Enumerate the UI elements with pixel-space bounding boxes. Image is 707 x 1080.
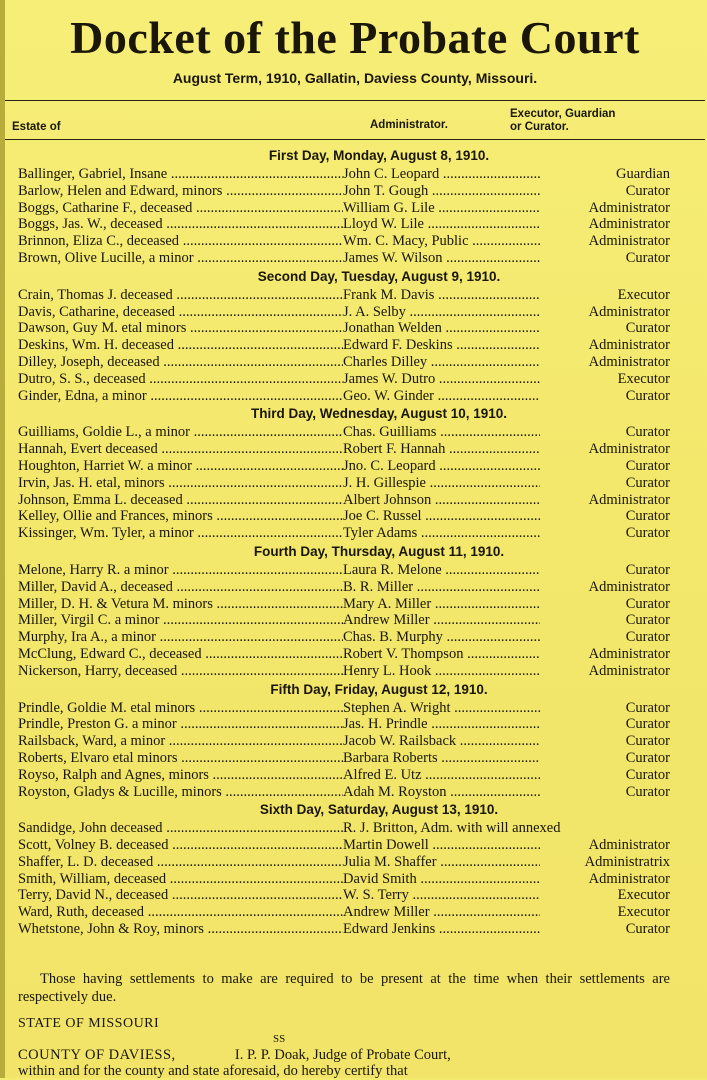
docket-row bbox=[18, 663, 670, 680]
docket-row bbox=[18, 733, 670, 750]
top-rule bbox=[5, 100, 705, 101]
docket-row bbox=[18, 904, 670, 921]
docket-row bbox=[18, 492, 670, 509]
role-title: Executor bbox=[617, 286, 670, 303]
role-title: Curator bbox=[625, 508, 670, 525]
column-header-executor-line2: or Curator. bbox=[510, 121, 569, 133]
docket-row bbox=[18, 200, 670, 217]
docket-row bbox=[18, 837, 670, 854]
estate-name: Kissinger, Wm. Tyler, a minor ..... bbox=[18, 525, 343, 542]
estate-name: Railsback, Ward, a minor ..... bbox=[18, 733, 343, 750]
role-title: Administrator bbox=[588, 578, 670, 595]
docket-row bbox=[18, 629, 670, 646]
estate-name: Melone, Harry R. a minor ..... bbox=[18, 562, 343, 579]
administrator-name: Adah M. Royston ..... bbox=[343, 784, 540, 801]
column-header-estate: Estate of bbox=[12, 121, 61, 133]
ss-mark: SS bbox=[273, 1033, 286, 1045]
docket-row bbox=[18, 612, 670, 629]
role-title: Executor bbox=[617, 370, 670, 387]
administrator-name: Henry L. Hook ..... bbox=[343, 663, 540, 680]
administrator-name: Geo. W. Ginder ..... bbox=[343, 388, 540, 405]
role-title: Curator bbox=[625, 749, 670, 766]
docket-row bbox=[18, 525, 670, 542]
estate-name: McClung, Edward C., deceased ..... bbox=[18, 646, 343, 663]
estate-name: Roberts, Elvaro etal minors ..... bbox=[18, 750, 343, 767]
administrator-name: Tyler Adams ..... bbox=[343, 525, 540, 542]
administrator-name: Barbara Roberts ..... bbox=[343, 750, 540, 767]
docket-row bbox=[18, 871, 670, 888]
column-header-administrator: Administrator. bbox=[370, 119, 448, 131]
docket-row bbox=[18, 320, 670, 337]
estate-name: Dutro, S. S., deceased ..... bbox=[18, 371, 343, 388]
administrator-name: Jonathan Welden ..... bbox=[343, 320, 540, 337]
role-title: Curator bbox=[625, 766, 670, 783]
estate-name: Whetstone, John & Roy, minors ..... bbox=[18, 921, 343, 938]
docket-row bbox=[18, 166, 670, 183]
page-title: Docket of the Probate Court bbox=[70, 12, 640, 63]
administrator-name: B. R. Miller ..... bbox=[343, 579, 540, 596]
role-title: Curator bbox=[625, 525, 670, 542]
role-title: Administrator bbox=[588, 199, 670, 216]
role-title: Administrator bbox=[588, 216, 670, 233]
estate-name: Sandidge, John deceased ..... bbox=[18, 820, 343, 837]
administrator-name: William G. Lile ..... bbox=[343, 200, 540, 217]
estate-name: Boggs, Catharine F., deceased ..... bbox=[18, 200, 343, 217]
administrator-name: Albert Johnson ..... bbox=[343, 492, 540, 509]
role-title: Curator bbox=[625, 424, 670, 441]
role-title: Administrator bbox=[588, 337, 670, 354]
estate-name: Ballinger, Gabriel, Insane ..... bbox=[18, 166, 343, 183]
administrator-name: John T. Gough ..... bbox=[343, 183, 540, 200]
docket-row bbox=[18, 424, 670, 441]
role-title: Administrator bbox=[588, 662, 670, 679]
estate-name: Ginder, Edna, a minor ..... bbox=[18, 388, 343, 405]
administrator-name: Andrew Miller ..... bbox=[343, 904, 540, 921]
estate-name: Guilliams, Goldie L., a minor ..... bbox=[18, 424, 343, 441]
administrator-name: Julia M. Shaffer ..... bbox=[343, 854, 540, 871]
estate-name: Smith, William, deceased ..... bbox=[18, 871, 343, 888]
docket-row bbox=[18, 508, 670, 525]
role-title: Curator bbox=[625, 387, 670, 404]
administrator-name: David Smith ..... bbox=[343, 871, 540, 888]
estate-name: Davis, Catharine, deceased ..... bbox=[18, 304, 343, 321]
administrator-name: Joe C. Russel ..... bbox=[343, 508, 540, 525]
administrator-name: Stephen A. Wright ..... bbox=[343, 700, 540, 717]
estate-name: Miller, D. H. & Vetura M. minors ..... bbox=[18, 596, 343, 613]
day-heading: Second Day, Tuesday, August 9, 1910. bbox=[257, 268, 501, 284]
administrator-name: Jno. C. Leopard ..... bbox=[343, 458, 540, 475]
estate-name: Scott, Volney B. deceased ..... bbox=[18, 837, 343, 854]
estate-name: Miller, David A., deceased ..... bbox=[18, 579, 343, 596]
estate-name: Royso, Ralph and Agnes, minors ..... bbox=[18, 767, 343, 784]
certification-text: I. P. P. Doak, Judge of Probate Court, bbox=[234, 1047, 451, 1063]
docket-row bbox=[18, 183, 670, 200]
estate-name: Shaffer, L. D. deceased ..... bbox=[18, 854, 343, 871]
role-title: Curator bbox=[625, 320, 670, 337]
administrator-name: W. S. Terry ..... bbox=[343, 887, 540, 904]
role-title: Curator bbox=[625, 182, 670, 199]
administrator-name: J. H. Gillespie ..... bbox=[343, 475, 540, 492]
role-title: Administratrix bbox=[584, 853, 670, 870]
role-title: Administrator bbox=[588, 441, 670, 458]
role-title: Curator bbox=[625, 783, 670, 800]
administrator-name: R. J. Britton, Adm. with will annexed bbox=[343, 820, 561, 837]
role-title: Administrator bbox=[588, 353, 670, 370]
estate-name: Hannah, Evert deceased ..... bbox=[18, 441, 343, 458]
docket-entries bbox=[18, 146, 670, 938]
administrator-name: Jacob W. Railsback ..... bbox=[343, 733, 540, 750]
administrator-name: Charles Dilley ..... bbox=[343, 354, 540, 371]
docket-row bbox=[18, 596, 670, 613]
day-heading: Third Day, Wednesday, August 10, 1910. bbox=[250, 406, 508, 422]
column-header-executor bbox=[510, 108, 615, 134]
docket-row bbox=[18, 767, 670, 784]
estate-name: Ward, Ruth, deceased ..... bbox=[18, 904, 343, 921]
column-header-executor-line1: Executor, Guardian bbox=[510, 108, 616, 120]
docket-row bbox=[18, 287, 670, 304]
header-rule bbox=[5, 139, 705, 140]
docket-row bbox=[18, 250, 670, 267]
state-label: STATE OF MISSOURI bbox=[18, 1016, 160, 1031]
role-title: Administrator bbox=[588, 491, 670, 508]
administrator-name: Lloyd W. Lile ..... bbox=[343, 216, 540, 233]
role-title: Administrator bbox=[588, 645, 670, 662]
docket-row bbox=[18, 354, 670, 371]
day-heading: Fifth Day, Friday, August 12, 1910. bbox=[270, 681, 488, 697]
docket-row bbox=[18, 700, 670, 717]
role-title: Curator bbox=[625, 733, 670, 750]
docket-row bbox=[18, 337, 670, 354]
docket-row bbox=[18, 579, 670, 596]
estate-name: Houghton, Harriet W. a minor ..... bbox=[18, 458, 343, 475]
estate-name: Prindle, Preston G. a minor ..... bbox=[18, 716, 343, 733]
docket-row bbox=[18, 716, 670, 733]
estate-name: Murphy, Ira A., a minor ..... bbox=[18, 629, 343, 646]
estate-name: Miller, Virgil C. a minor ..... bbox=[18, 612, 343, 629]
administrator-name: John C. Leopard ..... bbox=[343, 166, 540, 183]
estate-name: Brinnon, Eliza C., deceased ..... bbox=[18, 233, 343, 250]
administrator-name: Edward Jenkins ..... bbox=[343, 921, 540, 938]
administrator-name: Edward F. Deskins ..... bbox=[343, 337, 540, 354]
day-heading: First Day, Monday, August 8, 1910. bbox=[268, 148, 490, 163]
administrator-name: J. A. Selby ..... bbox=[343, 304, 540, 321]
estate-name: Barlow, Helen and Edward, minors ..... bbox=[18, 183, 343, 200]
estate-name: Dawson, Guy M. etal minors ..... bbox=[18, 320, 343, 337]
role-title: Curator bbox=[625, 595, 670, 612]
estate-name: Crain, Thomas J. deceased ..... bbox=[18, 287, 343, 304]
administrator-name: James W. Dutro ..... bbox=[343, 371, 540, 388]
role-title: Curator bbox=[625, 474, 670, 491]
closing-notice: Those having settlements to make are required to be present at the time when their settlements are respectively due. bbox=[18, 971, 670, 1005]
role-title: Executor bbox=[617, 887, 670, 904]
administrator-name: James W. Wilson ..... bbox=[343, 250, 540, 267]
estate-name: Deskins, Wm. H. deceased ..... bbox=[18, 337, 343, 354]
role-title: Administrator bbox=[588, 233, 670, 250]
administrator-name: Andrew Miller ..... bbox=[343, 612, 540, 629]
role-title: Administrator bbox=[588, 870, 670, 887]
role-title: Curator bbox=[625, 629, 670, 646]
estate-name: Irvin, Jas. H. etal, minors ..... bbox=[18, 475, 343, 492]
estate-name: Boggs, Jas. W., deceased ..... bbox=[18, 216, 343, 233]
role-title: Guardian bbox=[616, 166, 670, 182]
estate-name: Nickerson, Harry, deceased ..... bbox=[18, 663, 343, 680]
docket-row bbox=[18, 458, 670, 475]
docket-row bbox=[18, 233, 670, 250]
role-title: Curator bbox=[625, 457, 670, 474]
administrator-name: Robert F. Hannah ..... bbox=[343, 441, 540, 458]
docket-row bbox=[18, 646, 670, 663]
estate-name: Johnson, Emma L. deceased ..... bbox=[18, 492, 343, 509]
estate-name: Royston, Gladys & Lucille, minors ..... bbox=[18, 784, 343, 801]
docket-row bbox=[18, 562, 670, 579]
docket-row bbox=[18, 784, 670, 801]
estate-name: Brown, Olive Lucille, a minor ..... bbox=[18, 250, 343, 267]
administrator-name: Mary A. Miller ..... bbox=[343, 596, 540, 613]
docket-row bbox=[18, 304, 670, 321]
role-title: Curator bbox=[625, 612, 670, 629]
administrator-name: Jas. H. Prindle ..... bbox=[343, 716, 540, 733]
administrator-name: Robert V. Thompson ..... bbox=[343, 646, 540, 663]
role-title: Curator bbox=[625, 561, 670, 578]
role-title: Administrator bbox=[588, 303, 670, 320]
role-title: Executor bbox=[617, 904, 670, 921]
term-subtitle: August Term, 1910, Gallatin, Daviess County, Missouri. bbox=[172, 70, 538, 86]
role-title: Curator bbox=[625, 249, 670, 266]
docket-row bbox=[18, 216, 670, 233]
administrator-name: Alfred E. Utz ..... bbox=[343, 767, 540, 784]
estate-name: Dilley, Joseph, deceased ..... bbox=[18, 354, 343, 371]
estate-name: Prindle, Goldie M. etal minors ..... bbox=[18, 700, 343, 717]
estate-name: Kelley, Ollie and Frances, minors ..... bbox=[18, 508, 343, 525]
certification-continuation: within and for the county and state aforesaid, do hereby certify that bbox=[18, 1063, 408, 1079]
day-heading: Sixth Day, Saturday, August 13, 1910. bbox=[259, 802, 499, 818]
role-title: Curator bbox=[625, 699, 670, 716]
role-title: Administrator bbox=[588, 837, 670, 854]
docket-row bbox=[18, 388, 670, 405]
administrator-name: Wm. C. Macy, Public ..... bbox=[343, 233, 540, 250]
administrator-name: Chas. Guilliams ..... bbox=[343, 424, 540, 441]
docket-row bbox=[18, 475, 670, 492]
docket-row bbox=[18, 820, 670, 837]
docket-row bbox=[18, 854, 670, 871]
docket-row bbox=[18, 887, 670, 904]
page-edge bbox=[0, 0, 5, 1078]
role-title: Curator bbox=[625, 716, 670, 733]
estate-name: Terry, David N., deceased ..... bbox=[18, 887, 343, 904]
role-title: Curator bbox=[625, 921, 670, 938]
docket-row bbox=[18, 750, 670, 767]
docket-row bbox=[18, 441, 670, 458]
administrator-name: Martin Dowell ..... bbox=[343, 837, 540, 854]
docket-row bbox=[18, 371, 670, 388]
day-heading: Fourth Day, Thursday, August 11, 1910. bbox=[253, 543, 505, 559]
administrator-name: Laura R. Melone ..... bbox=[343, 562, 540, 579]
administrator-name: Frank M. Davis ..... bbox=[343, 287, 540, 304]
county-label: COUNTY OF DAVIESS, bbox=[18, 1047, 176, 1063]
administrator-name: Chas. B. Murphy ..... bbox=[343, 629, 540, 646]
docket-row bbox=[18, 921, 670, 938]
